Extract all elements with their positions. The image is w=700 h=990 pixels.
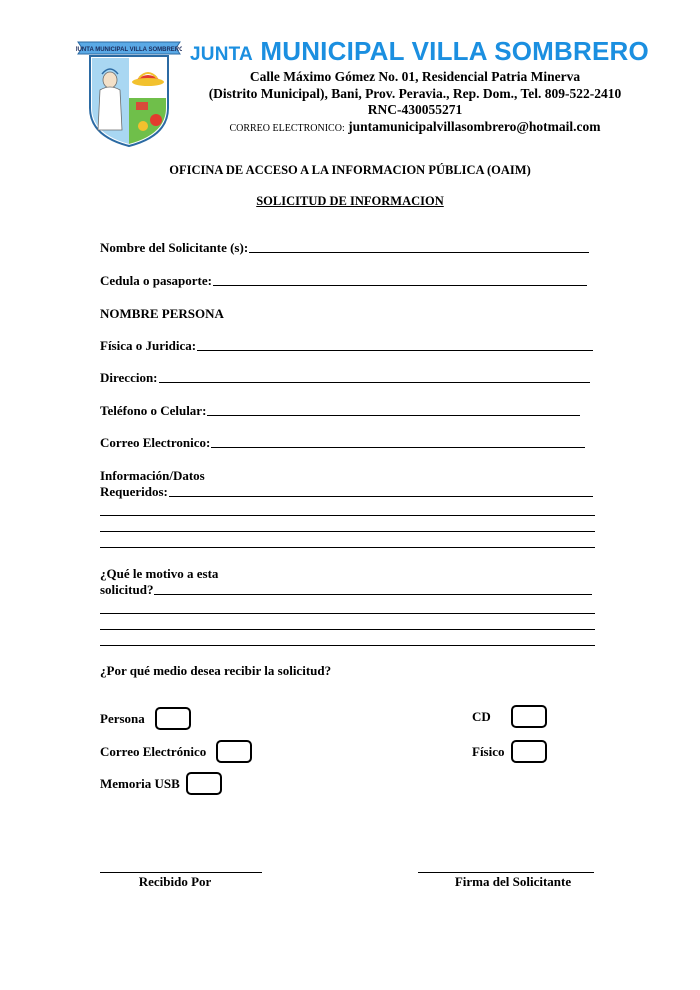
field-cedula bbox=[100, 273, 587, 289]
municipal-coat-of-arms bbox=[76, 38, 182, 148]
option-cd-label: CD bbox=[472, 708, 491, 724]
motivo-extra-line[interactable] bbox=[100, 645, 595, 646]
option-cd-checkbox[interactable] bbox=[511, 705, 547, 728]
field-direccion-label: Direccion: bbox=[100, 370, 158, 385]
info-extra-line[interactable] bbox=[100, 547, 595, 548]
field-nombre-label: Nombre del Solicitante (s): bbox=[100, 240, 249, 255]
field-motivo-input-line[interactable] bbox=[154, 594, 592, 595]
request-title: SOLICITUD DE INFORMACION bbox=[256, 194, 444, 208]
option-usb bbox=[100, 772, 222, 795]
field-cedula-label: Cedula o pasaporte: bbox=[100, 273, 212, 288]
option-persona bbox=[100, 707, 191, 730]
nombre-persona-label: NOMBRE PERSONA bbox=[100, 306, 224, 321]
field-fisica bbox=[100, 338, 593, 354]
email-label: CORREO ELECTRONICO: bbox=[229, 123, 345, 134]
email-address: juntamunicipalvillasombrero@hotmail.com bbox=[348, 119, 601, 134]
option-usb-label: Memoria USB bbox=[100, 775, 180, 791]
motivo-extra-line[interactable] bbox=[100, 613, 595, 614]
firma-label: Firma del Solicitante bbox=[454, 874, 572, 889]
field-info-label-line2: Requeridos: bbox=[100, 484, 168, 499]
option-fisico bbox=[472, 740, 547, 763]
organization-title-prefix: JUNTA bbox=[190, 44, 253, 65]
field-telefono-input-line[interactable] bbox=[207, 415, 580, 416]
option-fisico-label: Físico bbox=[472, 743, 505, 759]
motivo-extra-line[interactable] bbox=[100, 629, 595, 630]
field-info bbox=[100, 484, 593, 500]
field-correo-label: Correo Electronico: bbox=[100, 435, 211, 450]
recibido-signature-line[interactable] bbox=[100, 872, 262, 873]
field-cedula-input-line[interactable] bbox=[213, 285, 587, 286]
field-correo bbox=[100, 435, 585, 451]
option-usb-checkbox[interactable] bbox=[186, 772, 222, 795]
office-title: OFICINA DE ACCESO A LA INFORMACION PÚBLICA (OAIM) bbox=[169, 163, 531, 177]
info-extra-line[interactable] bbox=[100, 515, 595, 516]
field-info-label-line1: Información/Datos bbox=[100, 468, 205, 483]
logo-banner-text: JUNTA MUNICIPAL VILLA SOMBRERO bbox=[76, 47, 182, 53]
option-correo bbox=[100, 740, 252, 763]
field-nombre bbox=[100, 240, 589, 256]
field-correo-input-line[interactable] bbox=[211, 447, 585, 448]
info-extra-line[interactable] bbox=[100, 531, 595, 532]
organization-title-main: MUNICIPAL VILLA SOMBRERO bbox=[260, 36, 649, 66]
option-persona-label: Persona bbox=[100, 710, 145, 726]
delivery-question: ¿Por qué medio desea recibir la solicitud? bbox=[100, 663, 332, 678]
field-motivo-label-line1: ¿Qué le motivo a esta bbox=[100, 566, 219, 581]
field-telefono-label: Teléfono o Celular: bbox=[100, 403, 207, 418]
field-info-input-line[interactable] bbox=[169, 496, 593, 497]
recibido-label: Recibido Por bbox=[138, 874, 212, 889]
rnc-number: RNC-430055271 bbox=[367, 102, 463, 117]
field-telefono bbox=[100, 403, 580, 419]
option-correo-checkbox[interactable] bbox=[216, 740, 252, 763]
address-line-2: (Distrito Municipal), Bani, Prov. Peravia., Rep. Dom., Tel. 809-522-2410 bbox=[208, 86, 622, 101]
field-direccion bbox=[100, 370, 590, 386]
option-fisico-checkbox[interactable] bbox=[511, 740, 547, 763]
field-motivo bbox=[100, 582, 592, 598]
field-fisica-input-line[interactable] bbox=[197, 350, 593, 351]
email-line bbox=[190, 119, 640, 135]
field-direccion-input-line[interactable] bbox=[159, 382, 590, 383]
option-persona-checkbox[interactable] bbox=[155, 707, 191, 730]
organization-title bbox=[190, 36, 649, 67]
address-line-1: Calle Máximo Gómez No. 01, Residencial Patria Minerva bbox=[249, 69, 581, 84]
option-correo-label: Correo Electrónico bbox=[100, 743, 207, 759]
field-motivo-label-line2: solicitud? bbox=[100, 582, 154, 597]
field-fisica-label: Física o Juridica: bbox=[100, 338, 197, 353]
field-nombre-input-line[interactable] bbox=[249, 252, 589, 253]
option-cd bbox=[472, 705, 547, 728]
firma-signature-line[interactable] bbox=[418, 872, 594, 873]
